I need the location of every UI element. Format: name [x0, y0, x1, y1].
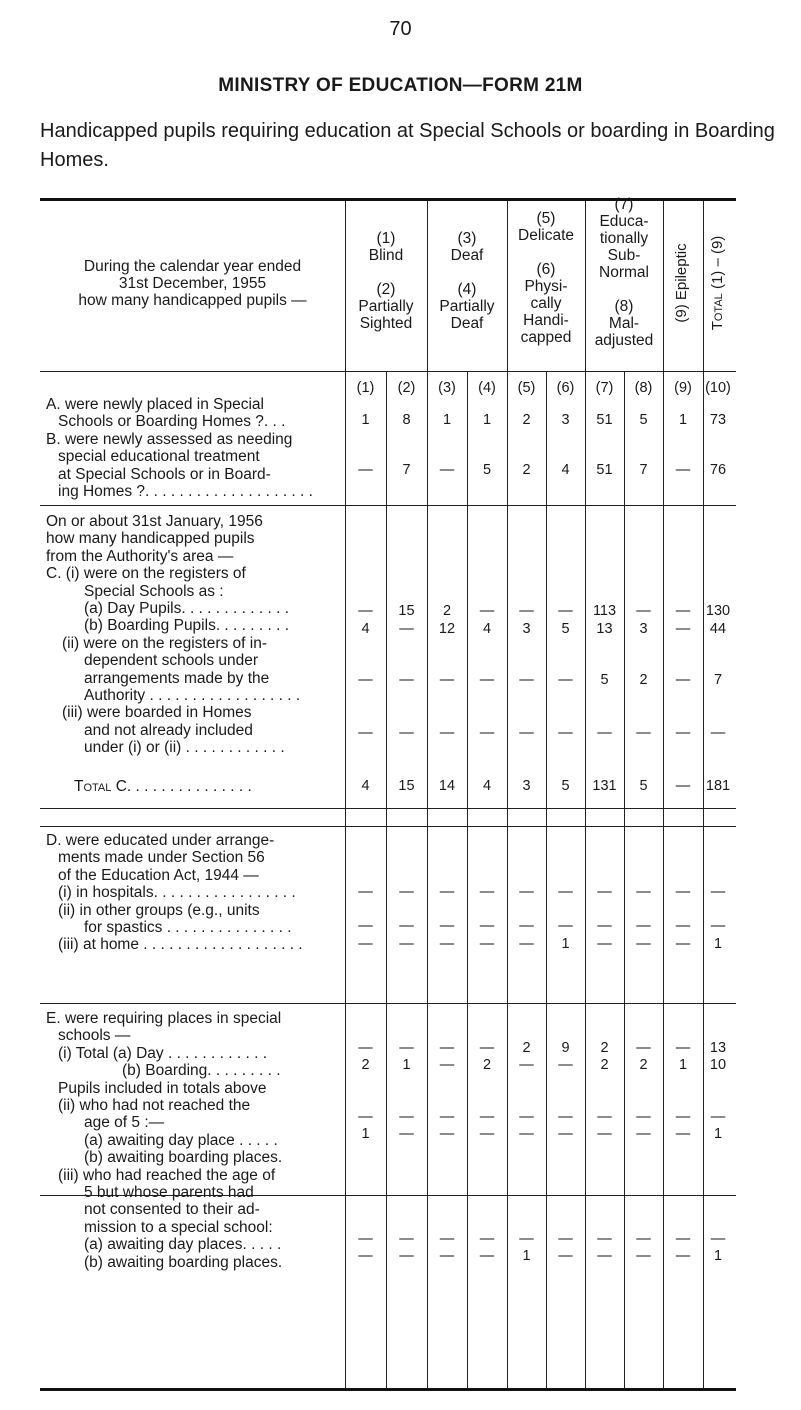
header-col_blind-line: Blind: [368, 247, 404, 264]
table-cell: —: [439, 672, 455, 688]
table-cell: 5: [561, 778, 570, 794]
table-cell: —: [358, 725, 373, 741]
table-cell: 51: [596, 412, 613, 428]
table-cell: —: [519, 1126, 534, 1142]
table-cell: —: [479, 918, 495, 934]
header-col_edu-line: Sub-: [607, 247, 641, 264]
table-cell: —: [636, 1231, 651, 1247]
table-cell: —: [636, 918, 651, 934]
table-cell: —: [710, 1109, 726, 1125]
table-cell: 12: [438, 621, 456, 637]
table-cell: —: [710, 725, 726, 741]
row-label: D. were educated under arrange-: [46, 832, 275, 849]
table-cell: —: [558, 1109, 573, 1125]
table-cell: 2: [442, 603, 452, 619]
table-cell: —: [675, 884, 691, 900]
row-label: (ii) were on the registers of in-: [62, 634, 268, 652]
table-cell: 130: [705, 603, 731, 619]
header-col_deaf-line: Deaf: [450, 247, 484, 264]
table-cell: —: [519, 672, 534, 688]
table-cell: —: [399, 725, 414, 741]
header-col_delicate-line: Delicate: [518, 227, 574, 244]
table-cell: —: [358, 462, 373, 478]
table-cell: 5: [639, 778, 648, 794]
table-cell: —: [710, 918, 726, 934]
column-number: (3): [438, 380, 456, 396]
table-cell: —: [636, 1040, 651, 1056]
table-cell: —: [597, 936, 612, 952]
table-cell: —: [519, 725, 534, 741]
row-label: Pupils included in totals above: [58, 1079, 267, 1097]
row-label: ments made under Section 56: [58, 849, 265, 867]
table-cell: 1: [522, 1248, 531, 1264]
table-cell: 3: [639, 621, 648, 637]
table-cell: —: [558, 672, 573, 688]
table-cell: —: [479, 672, 495, 688]
header-col_delicate-line: (6): [536, 261, 556, 278]
column-number: (4): [478, 380, 496, 396]
row-label: Authority . . . . . . . . . . . . . . . . . .: [84, 687, 301, 704]
table-cell: 2: [361, 1057, 370, 1073]
table-cell: —: [519, 936, 534, 952]
table-cell: —: [358, 1040, 373, 1056]
table-cell: —: [597, 918, 612, 934]
table-cell: —: [479, 603, 495, 619]
table-cell: —: [558, 725, 573, 741]
row-label: A. were newly placed in Special: [46, 396, 264, 413]
row-label: (iii) at home . . . . . . . . . . . . . . . . . . .: [58, 936, 303, 954]
table-cell: 1: [361, 1126, 370, 1142]
table-cell: 1: [561, 936, 570, 952]
table-cell: —: [597, 1126, 612, 1142]
row-label: (ii) in other groups (e.g., units: [58, 901, 260, 919]
header-col_edu-line: (7): [614, 196, 634, 213]
table-cell: —: [358, 1248, 373, 1264]
section-rule: [40, 1003, 736, 1004]
column-number: (7): [595, 380, 614, 396]
table-cell: 5: [561, 621, 570, 637]
row-label: ing Homes ?. . . . . . . . . . . . . . . . . . . .: [58, 483, 313, 500]
table-cell: 1: [713, 1126, 723, 1142]
table-cell: —: [439, 1109, 455, 1125]
row-label: 5 but whose parents had: [84, 1184, 254, 1201]
table-cell: 5: [639, 412, 648, 428]
row-label: and not already included: [84, 721, 253, 739]
table-cell: 13: [709, 1040, 727, 1056]
header-col_delicate-line: Physi-: [524, 278, 568, 295]
table-cell: —: [358, 936, 373, 952]
table-cell: —: [358, 884, 373, 900]
table-cell: —: [439, 884, 455, 900]
table-cell: —: [358, 603, 373, 619]
row-label: (b) awaiting boarding places.: [84, 1253, 283, 1271]
row-label: schools —: [58, 1027, 131, 1045]
table-cell: —: [558, 1248, 573, 1264]
table-cell: —: [675, 778, 691, 794]
table-cell: —: [558, 603, 573, 619]
row-label: arrangements made by the: [84, 669, 270, 687]
bottom-rule: [40, 1388, 736, 1391]
column-number: (5): [517, 380, 536, 396]
table-cell: —: [519, 918, 534, 934]
table-cell: —: [439, 462, 455, 478]
column-number: (9): [674, 380, 692, 396]
header-col_edu-line: Mal-: [608, 315, 640, 332]
column-number: (10): [705, 380, 731, 396]
row-label: age of 5 :—: [84, 1114, 165, 1132]
table-cell: —: [519, 1057, 534, 1073]
header-col_blind-line: Partially: [358, 298, 414, 315]
page-number: 70: [389, 18, 412, 40]
row-label: (a) awaiting day places. . . . .: [84, 1236, 282, 1254]
table-cell: —: [597, 1231, 612, 1247]
table-cell: —: [399, 1109, 414, 1125]
table-cell: 7: [639, 462, 648, 478]
table-cell: —: [710, 1231, 726, 1247]
table-cell: 3: [522, 621, 531, 637]
table-cell: 15: [398, 778, 415, 794]
table-cell: 1: [361, 412, 370, 428]
table-cell: —: [399, 1040, 414, 1056]
table-cell: —: [479, 936, 495, 952]
table-cell: —: [675, 1040, 691, 1056]
row-label: (b) Boarding Pupils. . . . . . . . .: [84, 617, 290, 635]
table-cell: —: [399, 672, 414, 688]
table-cell: 2: [482, 1057, 492, 1073]
header-col_delicate-line: cally: [530, 295, 562, 312]
header-col_delicate-line: (5): [536, 210, 556, 227]
header-col_edu-line: Educa-: [599, 213, 649, 230]
column-number: (2): [397, 380, 416, 396]
table-cell: —: [479, 1126, 495, 1142]
table-cell: —: [439, 1126, 455, 1142]
table-cell: 2: [522, 412, 531, 428]
table-cell: 7: [713, 672, 723, 688]
table-cell: —: [358, 1109, 373, 1125]
table-cell: 5: [600, 672, 609, 688]
table-cell: —: [675, 621, 691, 637]
table-cell: 131: [592, 778, 617, 794]
table-cell: —: [399, 884, 414, 900]
table-cell: 2: [600, 1057, 609, 1073]
table-cell: —: [675, 936, 691, 952]
table-cell: —: [675, 1109, 691, 1125]
table-cell: 4: [361, 778, 370, 794]
table-cell: —: [358, 918, 373, 934]
row-label: of the Education Act, 1944 —: [58, 866, 259, 884]
column-number: (1): [356, 380, 375, 396]
header-col_blind-line: (2): [376, 281, 396, 298]
table-cell: —: [558, 1231, 573, 1247]
table-cell: —: [358, 1231, 373, 1247]
header-col_edu-line: tionally: [599, 230, 649, 247]
row-label: B. were newly assessed as needing: [46, 430, 293, 448]
table-cell: 73: [709, 412, 727, 428]
table-cell: 8: [402, 412, 411, 428]
table-cell: —: [675, 1126, 691, 1142]
header-col_blind-line: Sighted: [359, 315, 413, 332]
table-cell: 2: [639, 672, 648, 688]
table-cell: —: [597, 1248, 612, 1264]
header-epileptic: (9) Epileptic: [673, 243, 690, 323]
row-label: how many handicapped pupils: [46, 530, 255, 548]
row-label: dependent schools under: [84, 652, 259, 670]
row-label: mission to a special school:: [84, 1218, 273, 1236]
table-cell: —: [675, 462, 691, 478]
table-cell: 1: [713, 936, 723, 952]
header-question-line: how many handicapped pupils —: [78, 292, 307, 309]
table-cell: 2: [522, 1040, 531, 1056]
table-cell: 113: [592, 603, 617, 619]
table-cell: 3: [561, 412, 570, 428]
table-cell: —: [439, 725, 455, 741]
table-cell: —: [399, 936, 414, 952]
table-cell: —: [439, 1057, 455, 1073]
total-c-label: Total C. . . . . . . . . . . . . . .: [74, 778, 252, 795]
header-col_edu-line: adjusted: [594, 332, 654, 349]
table-cell: —: [479, 884, 495, 900]
row-label: (i) Total (a) Day . . . . . . . . . . . .: [58, 1044, 268, 1062]
table-cell: 4: [482, 621, 492, 637]
table-cell: 1: [482, 412, 492, 428]
table-cell: —: [597, 725, 612, 741]
table-cell: —: [675, 1231, 691, 1247]
table-cell: —: [636, 603, 651, 619]
table-cell: 9: [561, 1040, 570, 1056]
table-cell: —: [675, 918, 691, 934]
row-label: special educational treatment: [58, 448, 260, 466]
row-label: (iii) were boarded in Homes: [62, 704, 252, 722]
table-cell: —: [399, 1248, 414, 1264]
header-col_edu-line: (8): [614, 298, 634, 315]
row-label: under (i) or (ii) . . . . . . . . . . . .: [84, 739, 285, 757]
table-cell: —: [675, 603, 691, 619]
table-cell: —: [636, 1109, 651, 1125]
form-title: MINISTRY OF EDUCATION—FORM 21M: [218, 75, 583, 96]
header-col_edu-line: Normal: [599, 264, 649, 281]
header-col_deaf-line: Deaf: [450, 315, 484, 332]
row-label: E. were requiring places in special: [46, 1010, 282, 1027]
table-cell: —: [636, 1248, 651, 1264]
table-cell: —: [636, 884, 651, 900]
table-cell: 5: [482, 462, 492, 478]
section-rule: [40, 808, 736, 809]
table-cell: 181: [705, 778, 731, 794]
table-cell: —: [479, 1248, 495, 1264]
table-cell: —: [636, 725, 651, 741]
row-label: Schools or Boarding Homes ?. . .: [58, 413, 286, 431]
table-cell: 1: [678, 412, 688, 428]
header-col_deaf-line: Partially: [439, 298, 495, 315]
table-cell: —: [675, 672, 691, 688]
table-cell: 1: [678, 1057, 688, 1073]
row-label: at Special Schools or in Board-: [58, 465, 271, 483]
table-cell: —: [399, 1231, 414, 1247]
table-cell: —: [519, 1109, 534, 1125]
table-cell: —: [399, 1126, 414, 1142]
row-label: not consented to their ad-: [84, 1201, 260, 1219]
header-col_blind-line: (1): [376, 230, 396, 247]
section-rule: [40, 371, 736, 372]
header-question-line: 31st December, 1955: [118, 275, 267, 292]
header-question-line: During the calendar year ended: [83, 258, 302, 275]
row-label: for spastics . . . . . . . . . . . . . . .: [84, 919, 292, 936]
table-cell: —: [519, 884, 534, 900]
column-number: (8): [634, 380, 653, 396]
table-cell: —: [558, 884, 573, 900]
table-cell: 14: [438, 778, 456, 794]
table-cell: —: [675, 1248, 691, 1264]
table-cell: —: [479, 1231, 495, 1247]
table-cell: 44: [709, 621, 727, 637]
table-cell: —: [519, 1231, 534, 1247]
table-cell: —: [399, 918, 414, 934]
table-cell: —: [399, 621, 414, 637]
table-cell: —: [479, 1040, 495, 1056]
intro-text: Handicapped pupils requiring education at Special Schools or boarding in Boarding Homes.: [40, 120, 775, 171]
table-cell: 2: [639, 1057, 648, 1073]
header-total: Total (1) – (9): [709, 235, 726, 331]
table-cell: —: [479, 1109, 495, 1125]
section-rule: [40, 505, 736, 506]
row-label: (b) Boarding. . . . . . . . .: [122, 1062, 281, 1080]
row-label: (i) in hospitals. . . . . . . . . . . . . . . . .: [58, 884, 296, 902]
table-cell: —: [636, 936, 651, 952]
table-cell: 3: [522, 778, 531, 794]
table-cell: 2: [522, 462, 531, 478]
table-cell: 10: [709, 1057, 727, 1073]
table-cell: 13: [596, 621, 613, 637]
table-cell: 4: [482, 778, 492, 794]
table-cell: —: [597, 884, 612, 900]
row-label: (iii) who had reached the age of: [58, 1166, 276, 1184]
table-cell: —: [597, 1109, 612, 1125]
table-cell: —: [519, 603, 534, 619]
row-label: (ii) who had not reached the: [58, 1097, 251, 1114]
table-cell: —: [439, 1248, 455, 1264]
row-label: (a) awaiting day place . . . . .: [84, 1131, 278, 1149]
row-label: (b) awaiting boarding places.: [84, 1149, 283, 1167]
row-label: (a) Day Pupils. . . . . . . . . . . . .: [84, 600, 289, 617]
table-cell: —: [558, 918, 573, 934]
table-cell: 4: [361, 621, 370, 637]
table-cell: —: [358, 672, 373, 688]
table-cell: 4: [561, 462, 570, 478]
table-cell: 1: [402, 1057, 411, 1073]
header-col_deaf-line: (3): [457, 230, 477, 247]
header-col_delicate-line: Handi-: [523, 312, 569, 329]
row-label: from the Authority's area —: [46, 547, 234, 565]
table-cell: 76: [709, 462, 727, 478]
table-cell: 15: [398, 603, 415, 619]
row-label: Special Schools as :: [84, 582, 224, 600]
header-col_delicate-line: capped: [520, 329, 572, 346]
table-cell: —: [479, 725, 495, 741]
table-cell: 2: [600, 1040, 609, 1056]
table-cell: 1: [713, 1248, 723, 1264]
table-cell: —: [636, 1126, 651, 1142]
table-cell: 51: [596, 462, 613, 478]
table-cell: —: [439, 918, 455, 934]
row-label: On or about 31st January, 1956: [46, 513, 263, 530]
table-cell: 7: [402, 462, 411, 478]
table-cell: —: [558, 1126, 573, 1142]
table-cell: —: [439, 936, 455, 952]
column-number: (6): [556, 380, 575, 396]
row-label: C. (i) were on the registers of: [46, 565, 246, 583]
table-cell: —: [439, 1040, 455, 1056]
section-rule: [40, 826, 736, 827]
table-cell: 1: [442, 412, 452, 428]
table-cell: —: [439, 1231, 455, 1247]
table-cell: —: [558, 1057, 573, 1073]
header-col_deaf-line: (4): [457, 281, 477, 298]
table-cell: —: [675, 725, 691, 741]
table-cell: —: [710, 884, 726, 900]
